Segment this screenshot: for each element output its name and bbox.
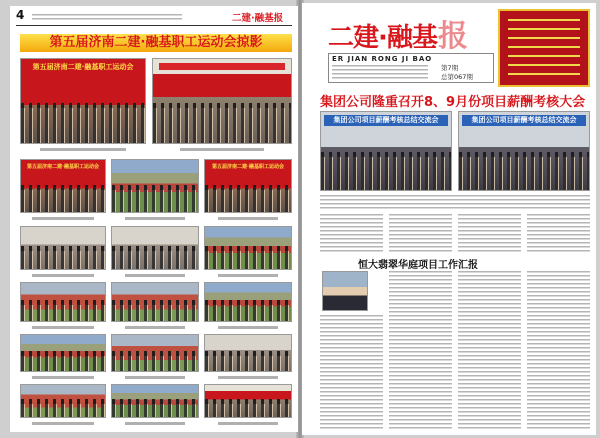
photo-event: [111, 226, 199, 270]
photo-event: [20, 159, 106, 213]
body-text-column: [389, 271, 452, 429]
photo-caption: [32, 274, 94, 277]
page-title-banner: 第五届济南二建·融基职工运动会掠影: [20, 34, 292, 52]
header-rule: [16, 25, 292, 26]
crowd: [153, 108, 291, 143]
photo-event: [20, 282, 106, 322]
body-text-column: [320, 315, 383, 429]
photo-red-banner: [159, 63, 285, 70]
body-text-column: [458, 214, 521, 252]
masthead: [328, 11, 468, 55]
crowd: [112, 305, 198, 321]
photo-event: [111, 159, 199, 213]
body-text-column: [389, 214, 452, 252]
crowd: [112, 356, 198, 371]
photo-banner-text: 第五届济南二建·融基职工运动会: [27, 164, 99, 170]
photo-caption: [218, 274, 278, 277]
photo-meeting-left: [320, 111, 452, 191]
body-text-column: [527, 214, 590, 252]
page-number: 4: [16, 8, 25, 22]
photo-caption: [32, 422, 94, 425]
crowd: [205, 356, 291, 371]
photo-event: [204, 159, 292, 213]
photo-event: [204, 282, 292, 322]
crowd: [21, 404, 105, 417]
body-text-column: [320, 214, 383, 252]
celebration-notice-box: [498, 9, 590, 87]
photo-leaders-seated: [152, 58, 292, 144]
photo-caption: [125, 326, 185, 329]
body-text-column: [527, 271, 590, 429]
newspaper-logo-small: 二建·融基报: [232, 13, 284, 24]
header-date-line: [32, 14, 182, 21]
photo-caption: [125, 217, 185, 220]
photo-event: [204, 226, 292, 270]
photo-banner-text: 集团公司项目薪酬考核总结交流会: [462, 115, 586, 126]
crowd: [21, 305, 105, 321]
photo-caption: [32, 326, 94, 329]
crowd: [205, 251, 291, 269]
lead-headline: 集团公司隆重召开8、9月份项目薪酬考核大会: [320, 95, 586, 110]
celebration-notice-lines: [508, 19, 580, 77]
crowd: [459, 157, 589, 190]
masthead-title-stamp: 报: [437, 19, 468, 54]
crowd: [112, 190, 198, 212]
photo-caption-lines: [320, 195, 590, 209]
photo-banner-text: 第五届济南二建·融基职工运动会: [32, 63, 134, 71]
crowd: [205, 190, 291, 212]
masthead-title: 二建·融基: [328, 23, 437, 53]
photo-caption: [218, 326, 278, 329]
photo-event: [20, 226, 106, 270]
crowd: [205, 305, 291, 321]
left-page: [10, 6, 298, 432]
total-issue-number: 总第067期: [441, 73, 473, 81]
issue-number: 第7期: [441, 64, 459, 72]
author-portrait-photo: [322, 271, 368, 311]
photo-caption: [218, 422, 278, 425]
crowd: [21, 251, 105, 269]
photo-caption: [32, 376, 94, 379]
photo-caption: [125, 376, 185, 379]
crowd: [21, 356, 105, 371]
photo-event: [204, 334, 292, 372]
photo-caption: [218, 376, 278, 379]
photo-event: [204, 384, 292, 418]
right-page: [302, 3, 596, 435]
publisher-info-lines: [332, 65, 428, 81]
photo-caption: [125, 274, 185, 277]
photo-caption: [40, 148, 126, 151]
masthead-pinyin: ER JIAN RONG JI BAO: [332, 55, 433, 63]
crowd: [21, 108, 145, 143]
article-subheadline: 恒大翡翠华庭项目工作汇报: [358, 260, 478, 271]
photo-opening-ceremony: [20, 58, 146, 144]
photo-caption: [218, 217, 278, 220]
crowd: [112, 404, 198, 417]
photo-event: [111, 334, 199, 372]
crowd: [321, 157, 451, 190]
photo-event: [20, 384, 106, 418]
photo-event: [20, 334, 106, 372]
photo-caption: [32, 217, 94, 220]
photo-caption: [125, 422, 185, 425]
masthead-info-box: [328, 53, 494, 83]
body-text-column: [458, 271, 521, 429]
crowd: [205, 404, 291, 417]
photo-banner-text: 第五届济南二建·融基职工运动会: [212, 164, 284, 170]
photo-meeting-right: [458, 111, 590, 191]
crowd: [112, 251, 198, 269]
crowd: [21, 190, 105, 212]
photo-banner-text: 集团公司项目薪酬考核总结交流会: [324, 115, 448, 126]
photo-caption: [180, 148, 264, 151]
photo-event: [111, 282, 199, 322]
photo-event: [111, 384, 199, 418]
